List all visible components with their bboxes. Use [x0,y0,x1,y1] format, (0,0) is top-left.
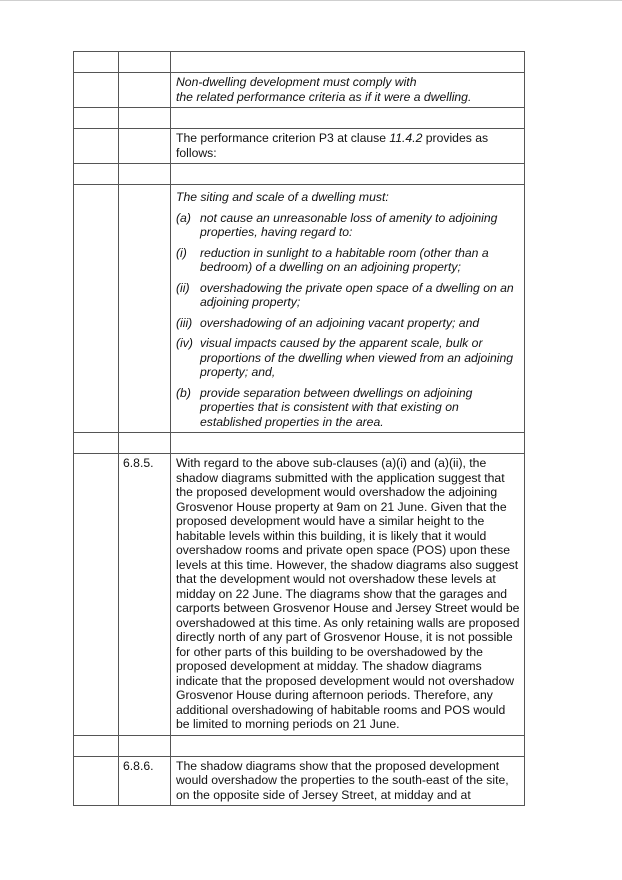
performance-text-after: provides as follows: [176,131,489,160]
table-row [74,454,525,736]
note-cell [171,73,525,108]
quote-item [176,386,520,430]
table-row [74,756,525,806]
quote-item-label: (ii) [176,280,190,295]
table-row [74,735,525,756]
quote-item-text: reduction in sunlight to a habitable room (other than a bedroom) of a dwelling on an adjoining property; [200,245,489,274]
quote-item-label: (i) [176,245,187,260]
quote-item-text: provide separation between dwellings on adjoining properties that is consistent with that existing on established properties in the area. [200,385,473,429]
table-row [74,433,525,454]
table-row [74,52,525,73]
note-line-2: the related performance criteria as if it were a dwelling. [176,89,472,104]
quote-item-label: (iv) [176,336,193,350]
note-line-1: Non-dwelling development must comply with [176,75,417,89]
paragraph-number: 6.8.5. [119,454,171,736]
quote-item-label: (b) [176,385,191,400]
table-row [74,73,525,108]
quote-item [176,336,520,380]
quote-item-text: visual impacts caused by the apparent scale, bulk or proportions of the dwelling when viewed from an adjoining property; and, [200,336,514,379]
paragraph-text: With regard to the above sub-clauses (a)(i) and (a)(ii), the shadow diagrams submitted with the application suggest that the proposed development would overshadow the adjoining Grosvenor House property at 9am on 21 June. Given that the proposed development would have a similar height to the habitable levels within this building, it is likely that it would overshadow rooms and private open space (POS) upon these levels at this time. However, the shadow diagrams also suggest that the development would not overshadow these levels at midday on 22 June. The diagrams show that the garages and carports between Grosvenor House and Jersey Street would be overshadowed at this time. As only retaining walls are proposed directly north of any part of Grosvenor House, it is not possible for other parts of this building to be overshadowed by the proposed development at midday. The shadow diagrams indicate that the proposed development would not overshadow Grosvenor House during afternoon periods. Therefore, any additional overshadowing of habitable rooms and POS would be limited to morning periods on 21 June. [171,454,525,736]
page-top-border [0,0,622,1]
quote-item-label: (iii) [176,315,193,330]
quote-item [176,281,520,310]
quote-item-text: overshadowing the private open space of a dwelling on an adjoining property; [200,280,514,309]
table-row [74,185,525,433]
table-row [74,108,525,129]
quote-item-text: overshadowing of an adjoining vacant property; and [200,315,480,330]
quote-item [176,211,520,240]
performance-cell [171,129,525,164]
quote-intro: The siting and scale of a dwelling must: [176,190,389,204]
performance-text-before: The performance criterion P3 at clause [176,131,390,145]
paragraph-number: 6.8.6. [119,756,171,806]
table-row [74,164,525,185]
report-table [73,51,525,806]
quote-item-text: not cause an unreasonable loss of amenity to adjoining properties, having regard to: [200,210,498,239]
table-row [74,129,525,164]
paragraph-text: The shadow diagrams show that the proposed development would overshadow the properties to the south-east of the site, on the opposite side of Jersey Street, at midday and at [171,756,525,806]
performance-clause: 11.4.2 [389,131,423,145]
quote-cell [171,185,525,433]
quote-item [176,316,520,331]
quote-item-label: (a) [176,210,191,225]
quote-item [176,246,520,275]
